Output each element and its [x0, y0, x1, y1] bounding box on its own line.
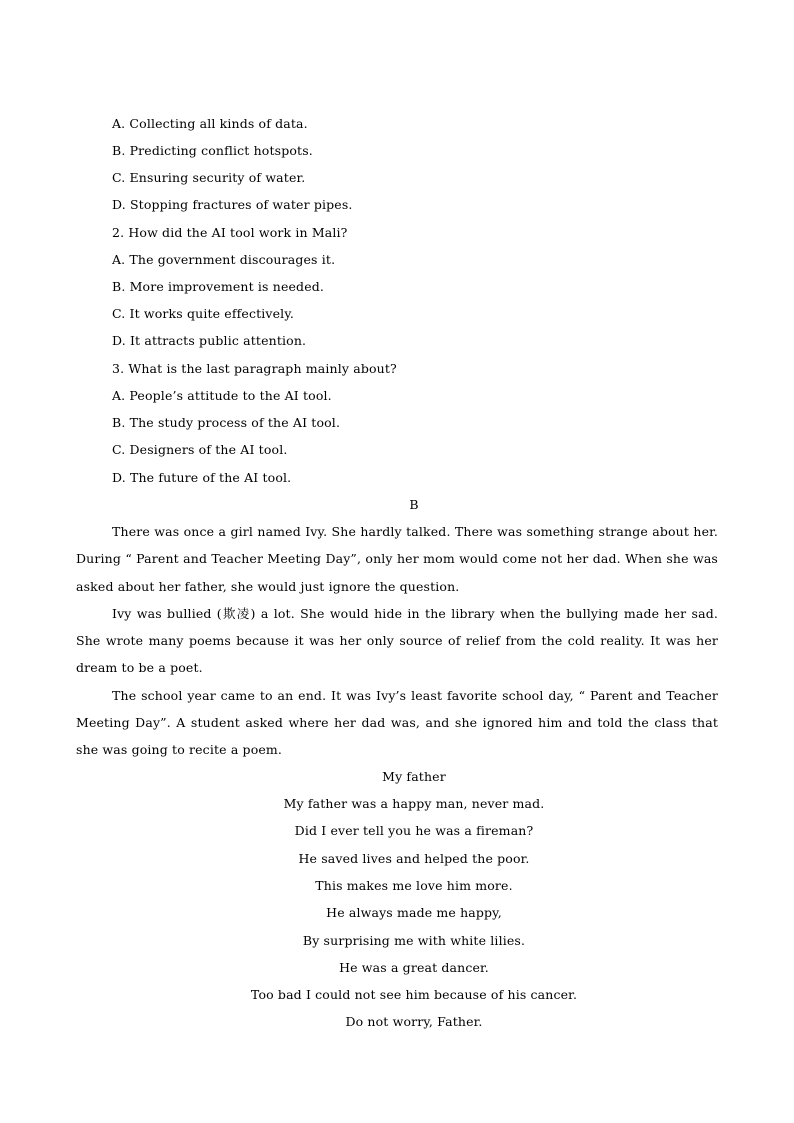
poem-line: He always made me happy, [326, 905, 502, 920]
paragraph-line: dream to be a poet. [76, 660, 203, 675]
paragraph-line: There was once a girl named Ivy. She hardly talked. There was something strange about her. [112, 524, 718, 539]
poem-line: By surprising me with white lilies. [302, 933, 526, 948]
poem-line: He was a great dancer. [339, 960, 489, 975]
q3-option-c: C. Designers of the AI tool. [112, 442, 288, 457]
q2-option-d: D. It attracts public attention. [112, 333, 307, 348]
poem-line: He saved lives and helped the poor. [298, 851, 530, 866]
poem-line: Did I ever tell you he was a fireman? [294, 823, 534, 838]
poem-line: This makes me love him more. [315, 878, 513, 893]
paragraph-line: Meeting Day”. A student asked where her dad was, and she ignored him and told the class that [76, 715, 718, 730]
q1-option-c: C. Ensuring security of water. [112, 170, 306, 185]
q2-option-b: B. More improvement is needed. [112, 279, 325, 294]
section-heading: B [409, 497, 419, 512]
q2-option-c: C. It works quite effectively. [112, 306, 295, 321]
q3-option-b: B. The study process of the AI tool. [112, 415, 341, 430]
q2-option-a: A. The government discourages it. [112, 252, 336, 267]
poem-title: My father [382, 769, 446, 784]
paragraph-line: Ivy was bullied (欺凌) a lot. She would hide in the library when the bullying made her sad. [112, 606, 718, 621]
q3-stem: 3. What is the last paragraph mainly about? [112, 361, 397, 376]
paragraph-line: She wrote many poems because it was her only source of relief from the cold reality. It was her [76, 633, 718, 648]
poem-line: Too bad I could not see him because of his cancer. [250, 987, 578, 1002]
q1-option-b: B. Predicting conflict hotspots. [112, 143, 313, 158]
paragraph-line: The school year came to an end. It was Ivy’s least favorite school day, “ Parent and Teacher [112, 688, 718, 703]
q3-option-d: D. The future of the AI tool. [112, 470, 292, 485]
q1-option-d: D. Stopping fractures of water pipes. [112, 197, 353, 212]
q3-option-a: A. People’s attitude to the AI tool. [112, 388, 332, 403]
q2-stem: 2. How did the AI tool work in Mali? [112, 225, 348, 240]
poem-line: My father was a happy man, never mad. [283, 796, 545, 811]
paragraph-line: asked about her father, she would just ignore the question. [76, 579, 460, 594]
q1-option-a: A. Collecting all kinds of data. [112, 116, 308, 131]
poem-line: Do not worry, Father. [345, 1014, 483, 1029]
paragraph-line: she was going to recite a poem. [76, 742, 283, 757]
paragraph-line: During “ Parent and Teacher Meeting Day”, only her mom would come not her dad. When she was [76, 551, 718, 566]
